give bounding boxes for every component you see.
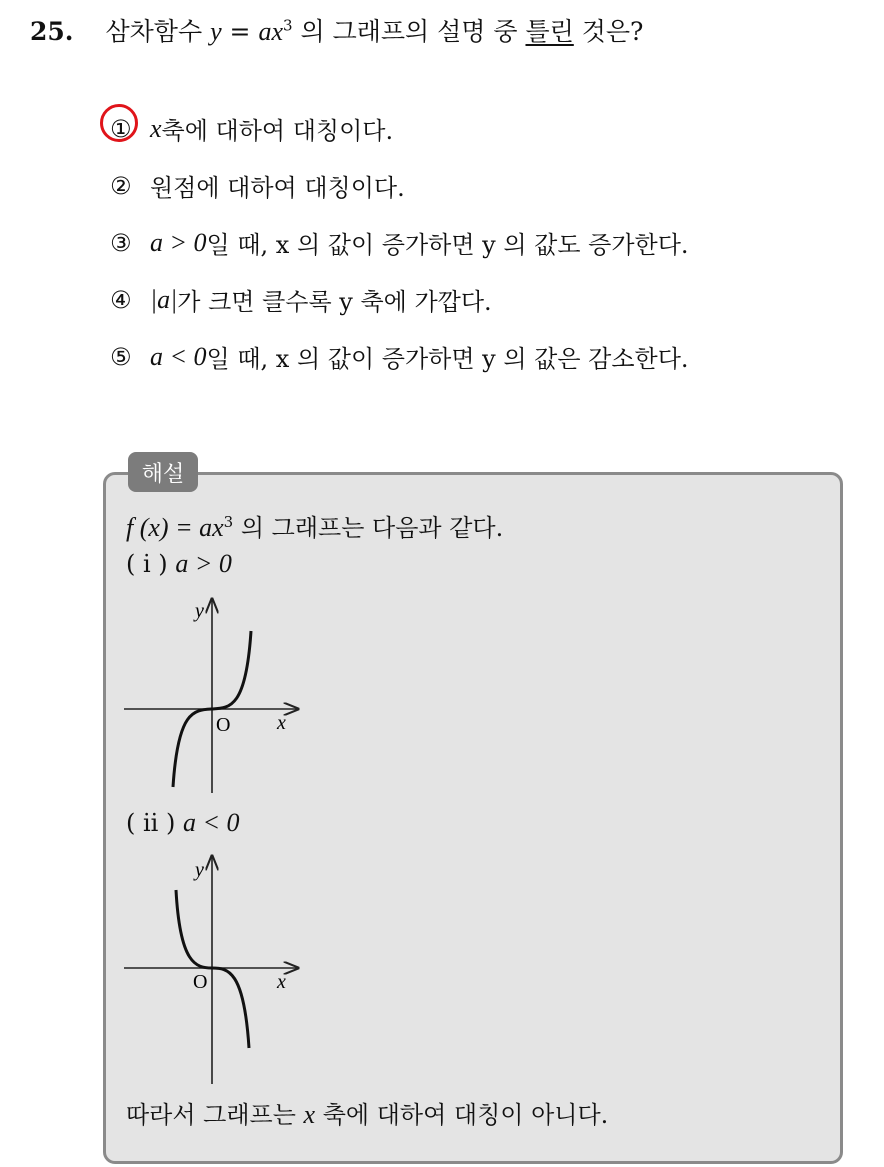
solution-intro <box>126 508 503 543</box>
solution-intro-text: 의 그래프는 다음과 같다. <box>233 514 504 542</box>
answer-options <box>110 100 689 385</box>
option-text: 가 크면 클수록 y 축에 가깝다. <box>177 288 492 316</box>
option-number: ③ <box>110 228 132 257</box>
conclusion-var: x <box>303 1100 316 1129</box>
question-math-ax: ax <box>258 17 283 46</box>
case-2-heading <box>126 808 240 838</box>
option-number: ⑤ <box>110 342 132 371</box>
y-axis-label: y <box>195 859 204 881</box>
option-condition: a < 0 <box>150 341 207 371</box>
option-4[interactable] <box>110 271 689 328</box>
case-1-label: ( i ) <box>126 550 168 578</box>
case-2-label: ( ii ) <box>126 809 176 837</box>
x-axis-label: x <box>277 712 286 734</box>
option-1[interactable] <box>110 100 689 157</box>
y-axis-label: y <box>195 600 204 622</box>
option-text: 원점에 대하여 대칭이다. <box>150 174 405 202</box>
option-2[interactable] <box>110 157 689 214</box>
option-text: 일 때, x 의 값이 증가하면 y 의 값도 증가한다. <box>206 231 689 259</box>
question-underlined-word: 틀린 <box>525 17 574 46</box>
solution-exp: 3 <box>223 513 234 531</box>
conclusion-pre: 따라서 그래프는 <box>126 1101 304 1129</box>
option-condition: a > 0 <box>150 227 207 257</box>
x-axis-label: x <box>277 971 286 993</box>
case-1-condition: a > 0 <box>175 549 232 578</box>
option-number: ④ <box>110 285 132 314</box>
option-condition: |a| <box>150 284 178 314</box>
question-header <box>30 12 643 48</box>
case-1-heading <box>126 549 232 579</box>
question-math-exp: 3 <box>283 16 293 35</box>
selected-answer-circle-icon <box>100 104 138 142</box>
option-text: 축에 대하여 대칭이다. <box>161 117 394 145</box>
solution-conclusion <box>126 1095 608 1130</box>
solution-tag: 해설 <box>128 452 198 492</box>
origin-label: O <box>216 714 231 736</box>
conclusion-post: 축에 대하여 대칭이 아니다. <box>315 1101 609 1129</box>
question-text-end: 것은? <box>573 17 644 46</box>
solution-function: f (x) = ax <box>126 513 224 542</box>
question-math-eq: = <box>221 17 259 46</box>
option-3[interactable] <box>110 214 689 271</box>
option-number: ① <box>110 114 132 143</box>
option-5[interactable] <box>110 328 689 385</box>
option-text: 일 때, x 의 값이 증가하면 y 의 값은 감소한다. <box>206 345 689 373</box>
question-text-before: 삼차함수 <box>105 17 211 46</box>
question-text-after: 의 그래프의 설명 중 <box>292 17 526 46</box>
origin-label: O <box>193 971 208 993</box>
question-text <box>106 12 644 48</box>
case-2-condition: a < 0 <box>182 808 240 837</box>
question-number: 25. <box>30 17 74 46</box>
graph-negative-a <box>120 852 310 1091</box>
question-math-y: y <box>210 17 222 46</box>
option-variable: x <box>150 113 162 143</box>
option-number: ② <box>110 171 132 200</box>
graph-positive-a <box>120 595 310 799</box>
